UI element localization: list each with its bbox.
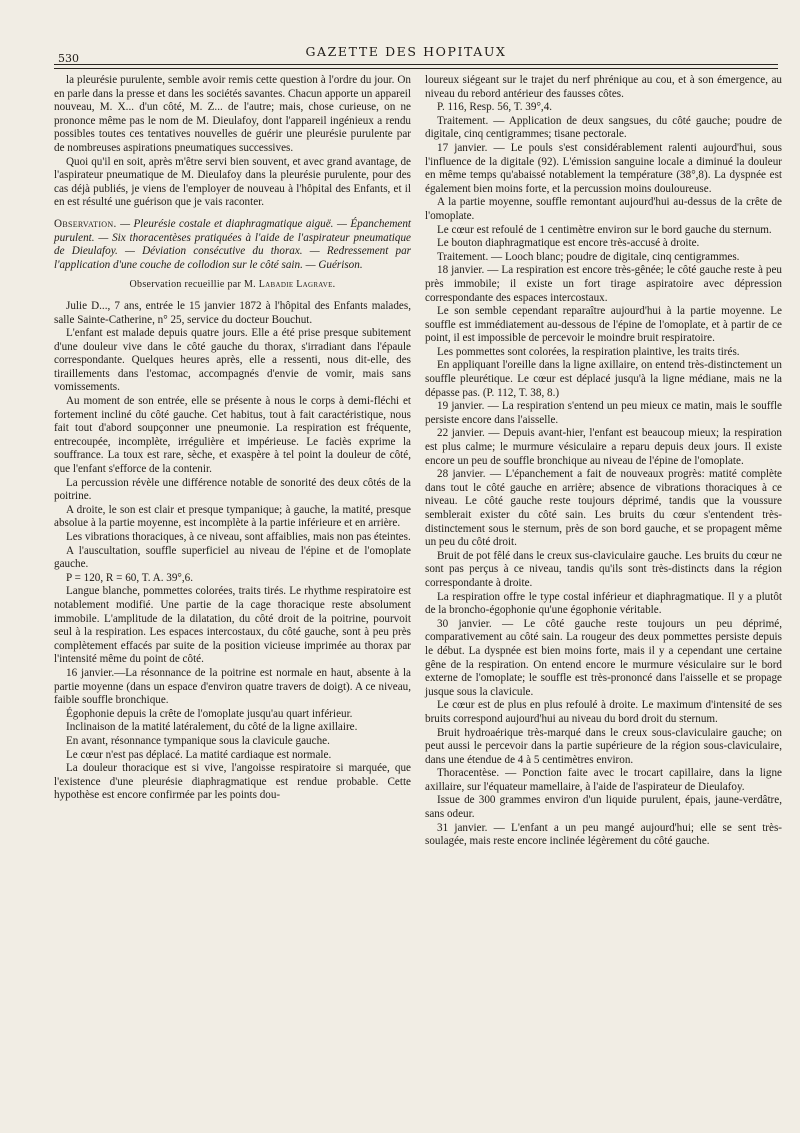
paragraph: 18 janvier. — La respiration est encore très-gênée; le côté gauche reste à peu près immobile; il existe un fort tirage aspiratoire avec dépression correspondante des espaces intercostaux. bbox=[425, 264, 782, 304]
header-rule bbox=[54, 64, 778, 65]
observation-summary: — Pleurésie costale et diaphragmatique aiguë. — Épanchement purulent. — Six thoracentèses pratiquées à l'aide de l'aspirateur pneumatique de Dieulafoy. — Déviation consécutive du thorax. — Redressement par l'application d'une couche de collodion sur le côté sain. — Guérison. bbox=[54, 217, 411, 271]
paragraph: Bruit hydroaérique très-marqué dans le creux sous-claviculaire gauche; on peut aussi le percevoir dans la partie supérieure de la région sous-claviculaire, dans une étendue de 4 à 5 centimètres environ. bbox=[425, 726, 782, 766]
paragraph: 28 janvier. — L'épanchement a fait de nouveaux progrès: matité complète dans tout le côté gauche en arrière; absence de vibrations thoraciques à ce niveau. Le côté gauche reste toujours déprimé, tandis que la voussure semblerait exister du côté sain. Les bruits du cœur s'entendent très-distinctement sous le sternum, près de son bord gauche, et se propagent même un peu du côté droit. bbox=[425, 468, 782, 549]
right-column bbox=[425, 74, 782, 849]
paragraph: 16 janvier.—La résonnance de la poitrine est normale en haut, absente à la partie moyenne (dans un espace d'environ quatre travers de doigt). A ce niveau, faible souffle bronchique. bbox=[54, 666, 411, 707]
byline-prefix: Observation recueillie par M. bbox=[129, 279, 256, 291]
paragraph: Quoi qu'il en soit, après m'être servi bien souvent, et avec grand avantage, de l'aspirateur pneumatique de M. Dieulafoy dans la pleurésie purulente, pour des cas déjà publiés, je viens de l'employer de nouveau à l'hôpital des Enfants, et il en est résulté une guérison que je vais raconter. bbox=[54, 155, 411, 209]
paragraph: A l'auscultation, souffle superficiel au niveau de l'épine et de l'omoplate gauche. bbox=[54, 544, 411, 571]
paragraph: En avant, résonnance tympanique sous la clavicule gauche. bbox=[66, 734, 330, 747]
paragraph: 30 janvier. — Le côté gauche reste toujours un peu déprimé, comparativement au côté sain. La rougeur des deux pommettes persiste depuis le début. La dyspnée est bien moins forte, mais il y a cependant une certaine gêne de la respiration. On entend encore le murmure vésiculaire sur le bord externe de l'omoplate; le souffle est très-prononcé dans l'aisselle et se propage jusque sous la clavicule. bbox=[425, 617, 782, 698]
paragraph: 22 janvier. — Depuis avant-hier, l'enfant est beaucoup mieux; la respiration est plus calme; le murmure vésiculaire a reparu depuis deux jours. Il existe encore un peu de souffle bronchique au niveau de l'épine de l'omoplate. bbox=[425, 427, 782, 467]
paragraph: Bruit de pot fêlé dans le creux sus-claviculaire gauche. Les bruits du cœur ne sont pas perçus à ce niveau, tandis qu'ils sont très-distincts dans la région correspondante à droite. bbox=[425, 549, 782, 589]
paragraph: La percussion révèle une différence notable de sonorité des deux côtés de la poitrine. bbox=[54, 476, 411, 503]
paragraph: P. 116, Resp. 56, T. 39°,4. bbox=[437, 101, 553, 114]
article-columns bbox=[54, 74, 786, 849]
paragraph: Au moment de son entrée, elle se présente à nous le corps à demi-fléchi et fortement incliné du côté gauche. Cet habitus, tout à fait caractéristique, nous fait tout d'abord soupçonner une pneumonie. La respiration est fréquente, entrecoupée, incomplète, irrégulière et impérieuse. Le faciès exprime la souffrance. La toux est rare, sèche, et exaspère à tel point la douleur de côté, que l'enfant s'efforce de la contenir. bbox=[54, 395, 411, 476]
paragraph: 17 janvier. — Le pouls s'est considérablement ralenti aujourd'hui, sous l'influence de la digitale (92). L'émission sanguine locale a diminué la douleur en même temps qu'abaissé notablement la température (38°,8). La dyspnée est également bien moins forte, et la percussion moins douloureuse. bbox=[425, 141, 782, 195]
paragraph: Égophonie depuis la crête de l'omoplate jusqu'au quart inférieur. bbox=[66, 707, 353, 720]
paragraph: Julie D..., 7 ans, entrée le 15 janvier 1872 à l'hôpital des Enfants malades, salle Sainte-Catherine, n° 25, service du docteur Bouchut. bbox=[54, 299, 411, 326]
observation-label: Observation. bbox=[54, 217, 117, 230]
paragraph: la pleurésie purulente, semble avoir remis cette question à l'ordre du jour. On en parle dans la presse et dans les sociétés savantes. Chacun apporte un appareil nouveau, M. X... d'un côté, M. Z... de l'autre; mais, chose curieuse, on ne prononce même pas le nom de M. Dieulafoy, dont l'appareil ingénieux a rendu possibles toutes ces tentatives nouvelles de guérir une pleurésie purulente par de nombreuses aspirations pneumatiques successives. bbox=[54, 74, 411, 154]
paragraph: Le son semble cependant reparaître aujourd'hui à la partie moyenne. Le souffle est immédiatement au-dessous de l'épine de l'omoplate, et à partir de ce point, il est impossible de percevoir le moindre bruit respiratoire. bbox=[425, 305, 782, 345]
paragraph: Le cœur n'est pas déplacé. La matité cardiaque est normale. bbox=[66, 748, 332, 761]
paragraph: Issue de 300 grammes environ d'un liquide purulent, épais, jaune-verdâtre, sans odeur. bbox=[425, 794, 782, 821]
paragraph: 19 janvier. — La respiration s'entend un peu mieux ce matin, mais le souffle persiste encore dans l'aisselle. bbox=[425, 400, 782, 426]
paragraph: A droite, le son est clair et presque tympanique; à gauche, la matité, presque absolue à la partie moyenne, est incomplète à la partie inférieure et en arrière. bbox=[54, 503, 411, 530]
page-header bbox=[34, 24, 778, 65]
header-rule-thin bbox=[54, 68, 778, 69]
paragraph: Thoracentèse. — Ponction faite avec le trocart capillaire, dans la ligne axillaire, sur l'équateur mamellaire, à l'aide de l'aspirateur de Dieulafoy. bbox=[425, 767, 782, 793]
paragraph: La douleur thoracique est si vive, l'angoisse respiratoire si marquée, que l'existence d'une pleurésie diaphragmatique est rendue probable. Cette hypothèse est encore confirmée par les points dou- bbox=[54, 762, 411, 802]
paragraph: Les pommettes sont colorées, la respiration plaintive, les traits tirés. bbox=[437, 345, 740, 358]
paragraph: Traitement. — Looch blanc; poudre de digitale, cinq centigrammes. bbox=[437, 250, 740, 263]
paragraph: Traitement. — Application de deux sangsues, du côté gauche; poudre de digitale, cinq centigrammes; tisane pectorale. bbox=[425, 114, 782, 141]
left-column bbox=[54, 74, 411, 849]
paragraph: Le cœur est de plus en plus refoulé à droite. Le maximum d'intensité de ses bruits correspond aujourd'hui au niveau du bord droit du sternum. bbox=[425, 699, 782, 725]
observation-heading bbox=[54, 218, 411, 272]
paragraph: Inclinaison de la matité latéralement, du côté de la ligne axillaire. bbox=[66, 721, 358, 734]
page-number: 530 bbox=[58, 52, 79, 65]
paragraph: P = 120, R = 60, T. A. 39°,6. bbox=[66, 571, 193, 584]
paragraph: Le cœur est refoulé de 1 centimètre environ sur le bord gauche du sternum. bbox=[437, 223, 772, 236]
paragraph: Le bouton diaphragmatique est encore très-accusé à droite. bbox=[437, 237, 700, 250]
paragraph: L'enfant est malade depuis quatre jours. Elle a été prise presque subitement d'une douleur vive dans le côté gauche du thorax, s'irradiant dans l'épaule correspondante. Quelques heures après, elle a ressenti, nous dit-elle, des tiraillements dans l'estomac, accompagnés d'envie de vomir, mais sans vomissements. bbox=[54, 327, 411, 394]
paragraph: loureux siégeant sur le trajet du nerf phrénique au cou, et à son émergence, au niveau du rebord antérieur des fausses côtes. bbox=[425, 74, 782, 100]
paragraph: Les vibrations thoraciques, à ce niveau, sont affaiblies, mais non pas éteintes. bbox=[66, 531, 411, 543]
paragraph: En appliquant l'oreille dans la ligne axillaire, on entend très-distinctement un souffle pleurétique. Le cœur est déplacé jusqu'à la ligne médiane, mais ne la dépasse pas. (P. 112, T. 38, 8.) bbox=[425, 359, 782, 399]
paragraph: Langue blanche, pommettes colorées, traits tirés. Le rhythme respiratoire est notablement modifié. Une partie de la cage thoracique reste absolument immobile. L'amplitude de la dilatation, du côté droit de la poitrine, pourvoit seul à la respiration. Les espaces intercostaux, du côté gauche, sont à peu près complètement effacés par suite de la position vicieuse imprimée au thorax par l'intensité même du point de côté. bbox=[54, 585, 411, 666]
running-title: GAZETTE DES HOPITAUX bbox=[305, 44, 507, 59]
byline bbox=[54, 278, 411, 292]
paragraph: La respiration offre le type costal inférieur et diaphragmatique. Il y a plutôt de la broncho-égophonie qu'une égophonie véritable. bbox=[425, 590, 782, 617]
paragraph: 31 janvier. — L'enfant a un peu mangé aujourd'hui; elle se sent très-soulagée, mais reste encore inclinée légèrement du côté gauche. bbox=[425, 821, 782, 848]
byline-author: Labadie Lagrave. bbox=[258, 279, 336, 291]
paragraph: A la partie moyenne, souffle remontant aujourd'hui au-dessus de la crête de l'omoplate. bbox=[425, 196, 782, 222]
